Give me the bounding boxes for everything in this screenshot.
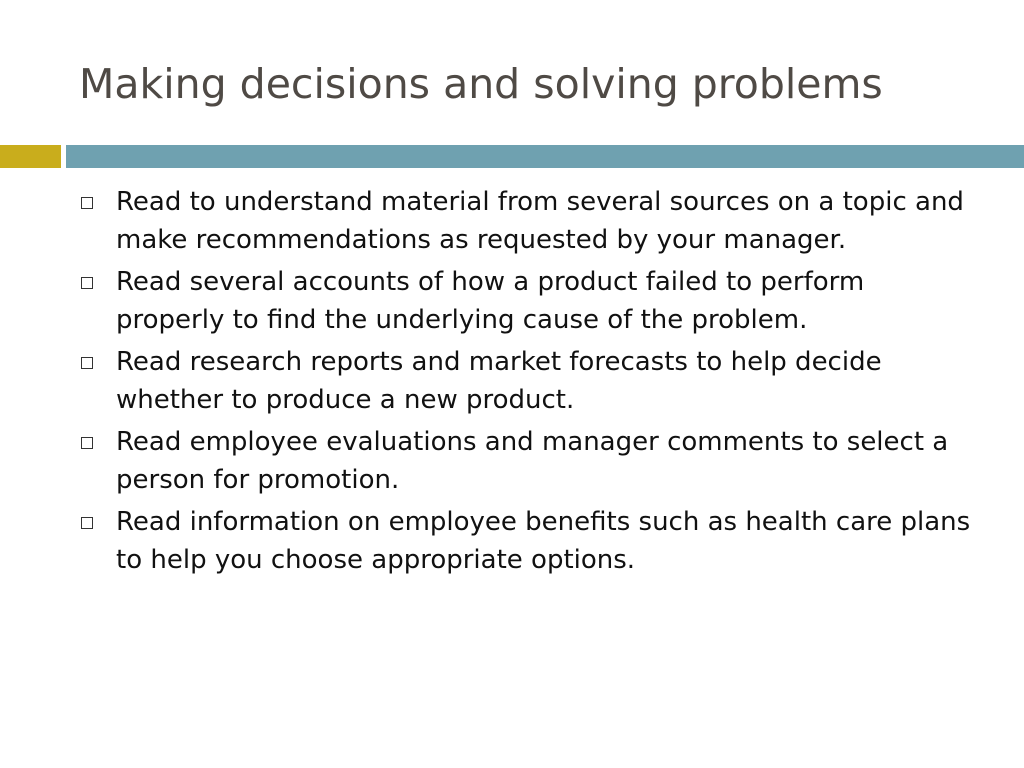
slide-title: Making decisions and solving problems: [79, 60, 883, 108]
bullet-text: Read information on employee benefits such as health care plans to help you choose appropriate options.: [116, 507, 971, 575]
accent-bar-teal: [66, 145, 1024, 168]
bullet-text: Read research reports and market forecasts to help decide whether to produce a new product.: [116, 347, 882, 415]
bullet-text: Read employee evaluations and manager comments to select a person for promotion.: [116, 427, 949, 495]
bullet-list: [80, 183, 980, 583]
hollow-square-icon: [81, 357, 93, 369]
bullet-item: [80, 423, 980, 499]
hollow-square-icon: [81, 277, 93, 289]
bullet-item: [80, 263, 980, 339]
bullet-text: Read several accounts of how a product failed to perform properly to find the underlying cause of the problem.: [116, 267, 865, 335]
bullet-item: [80, 183, 980, 259]
hollow-square-icon: [81, 437, 93, 449]
bullet-item: [80, 503, 980, 579]
hollow-square-icon: [81, 197, 93, 209]
hollow-square-icon: [81, 517, 93, 529]
bullet-item: [80, 343, 980, 419]
accent-bar-gold: [0, 145, 61, 168]
bullet-text: Read to understand material from several sources on a topic and make recommendations as requested by your manager.: [116, 187, 964, 255]
